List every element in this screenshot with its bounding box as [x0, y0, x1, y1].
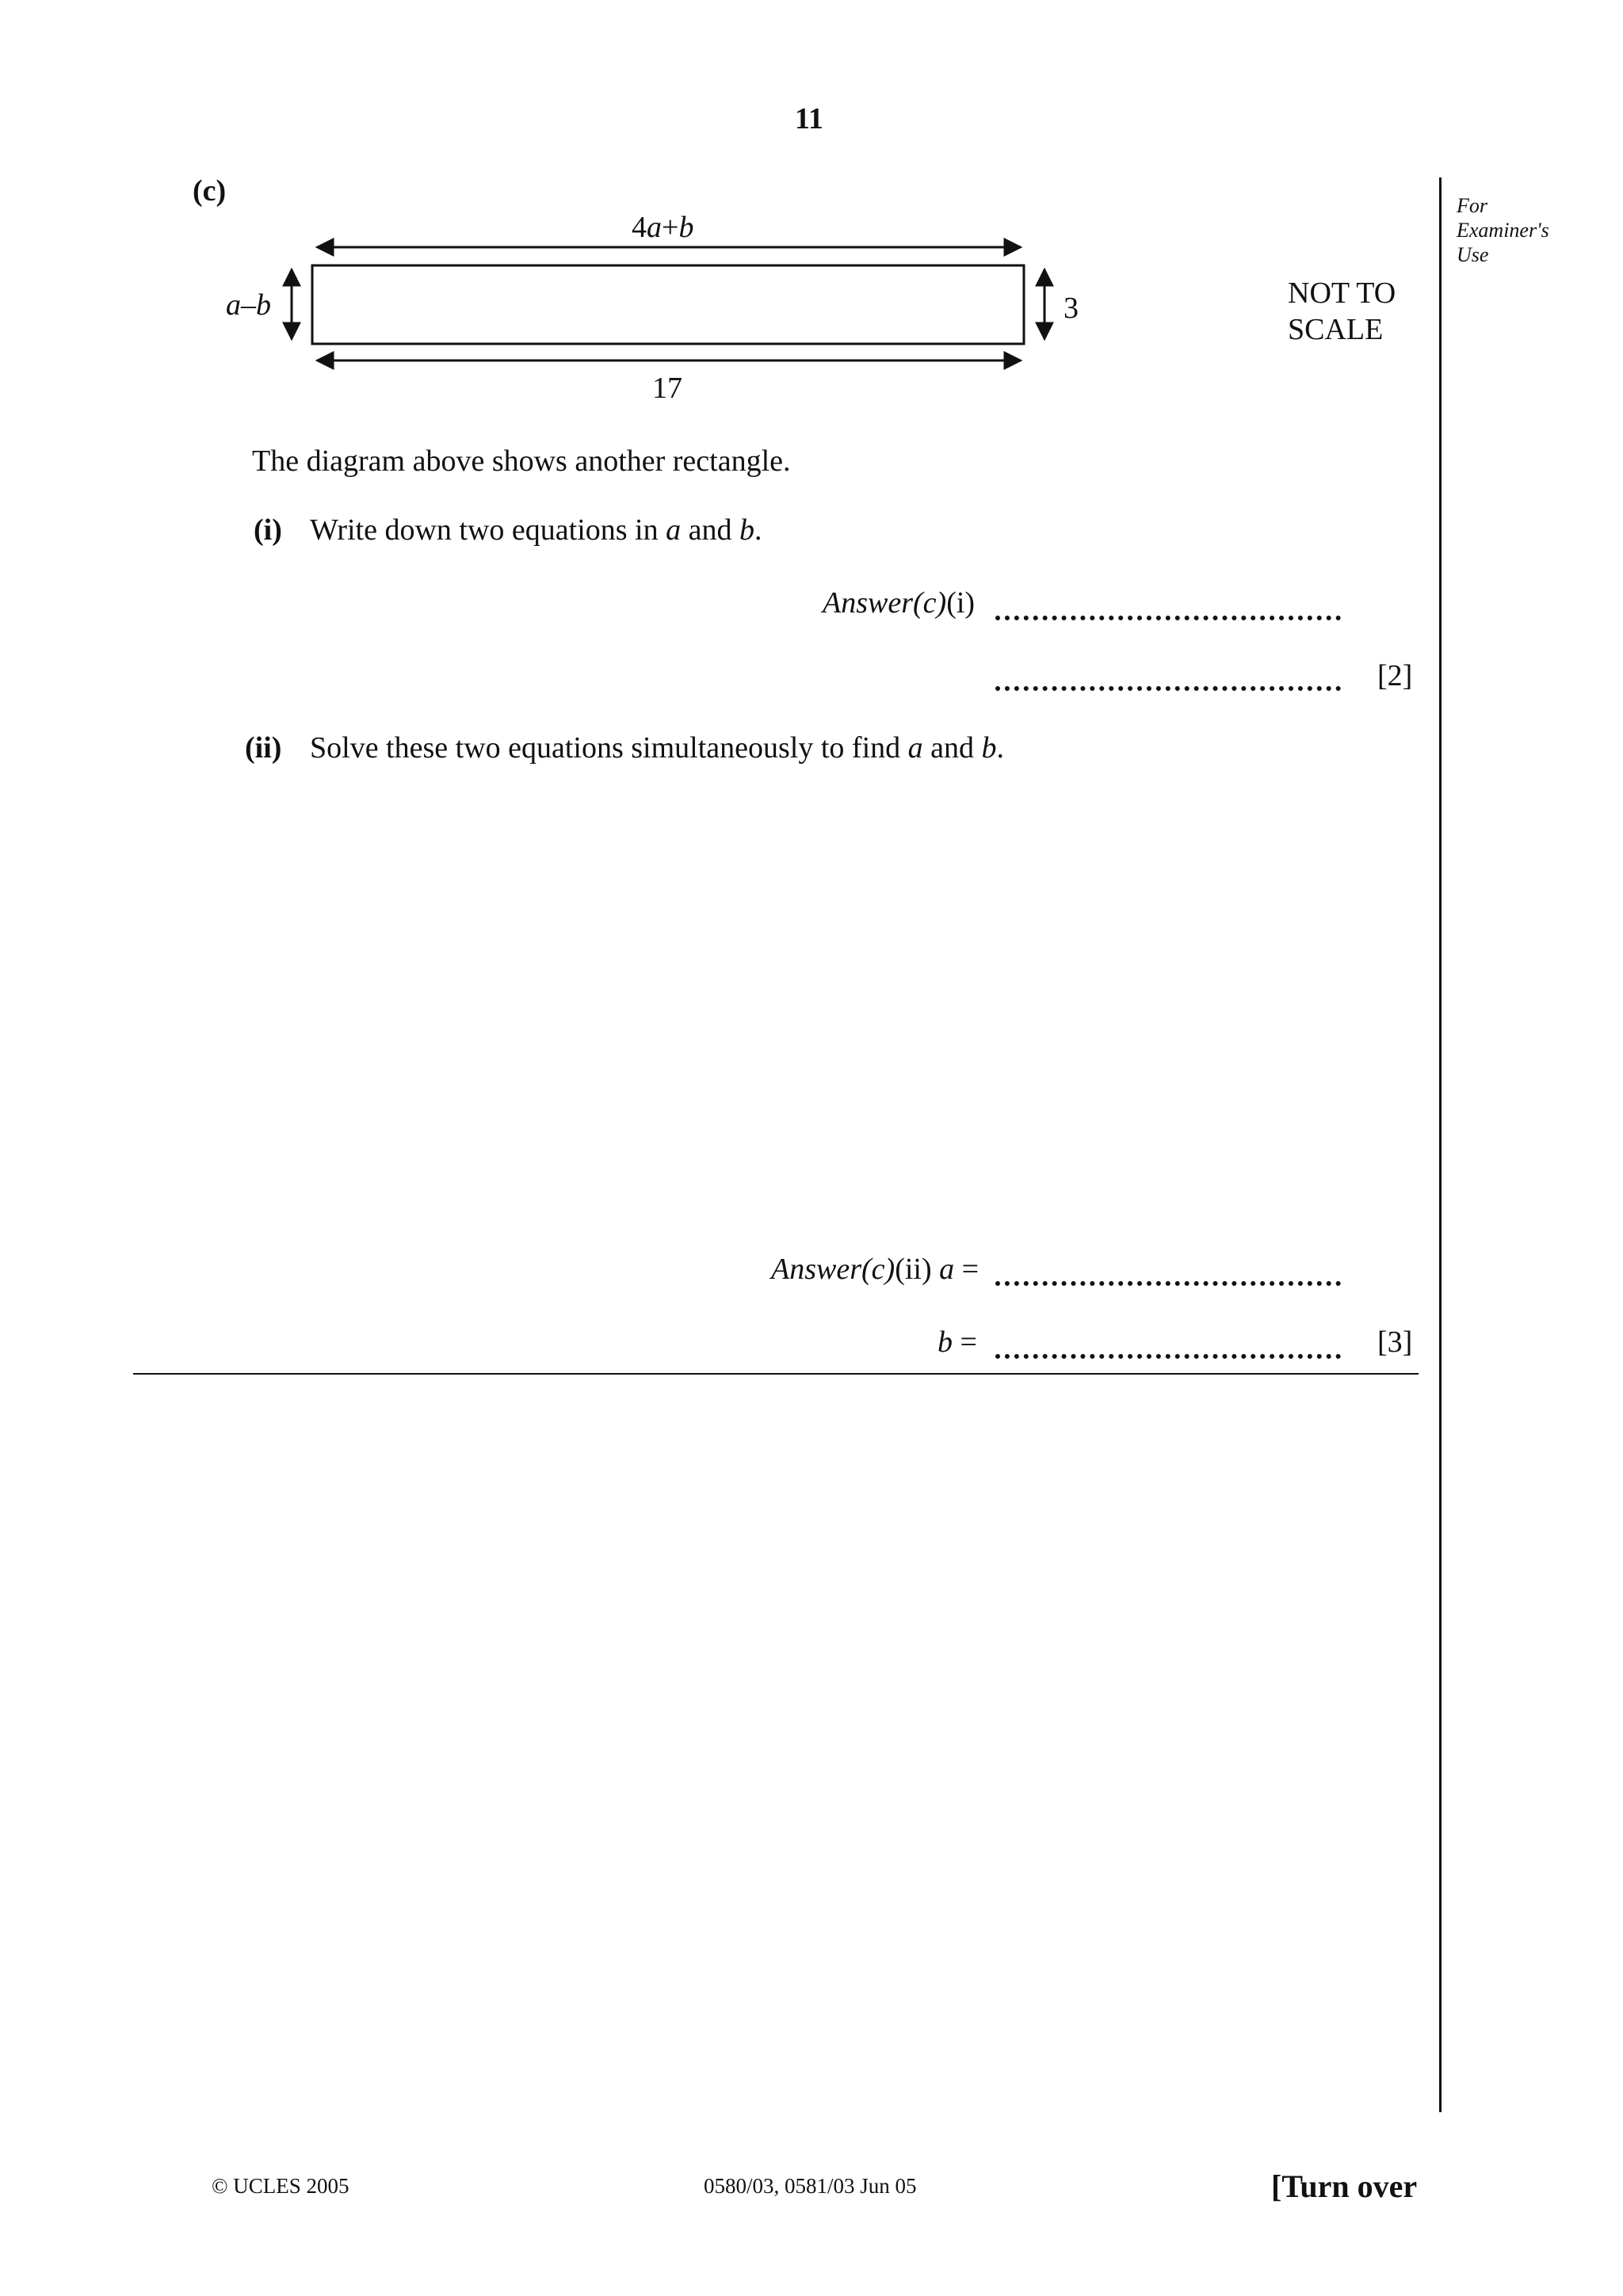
left-label-b: b [256, 288, 271, 322]
page-number: 11 [795, 102, 823, 135]
top-dimension-label [632, 212, 693, 242]
answer-c-ii-var-a: a [939, 1253, 955, 1286]
question-i-var-b: b [739, 513, 754, 547]
top-label-a: a [647, 211, 662, 244]
rectangle-shape [312, 265, 1024, 344]
question-ii-text [310, 733, 1004, 763]
not-to-scale-note [1288, 275, 1396, 348]
question-i-text-end: . [754, 513, 762, 547]
answer-c-i-roman: (i) [946, 586, 976, 620]
question-ii-text-end: . [996, 731, 1005, 765]
intro-text: The diagram above shows another rectangle. [252, 444, 791, 478]
left-label-a: a [226, 288, 241, 322]
question-i-var-a: a [666, 513, 682, 547]
answer-c-ii-eq-b: = [953, 1325, 977, 1359]
bottom-dimension-label: 17 [652, 372, 682, 405]
section-divider [133, 1373, 1419, 1375]
examiner-margin-rule [1439, 177, 1442, 2112]
answer-c-ii-b-line[interactable] [995, 1354, 1341, 1359]
left-label-minus: – [241, 288, 256, 322]
answer-c-i-line-2[interactable] [995, 686, 1341, 691]
answer-c-ii-b-label [938, 1327, 977, 1357]
question-ii-label: (ii) [245, 731, 282, 765]
not-to-scale-line2: SCALE [1288, 313, 1384, 346]
question-i-text [310, 515, 762, 545]
answer-c-ii-a-line[interactable] [995, 1281, 1341, 1286]
answer-c-ii-italic: Answer(c) [771, 1253, 896, 1286]
question-ii-var-b: b [981, 731, 997, 765]
top-label-num: 4 [632, 211, 647, 244]
answer-c-ii-a-label [771, 1254, 979, 1284]
answer-c-ii-roman: (ii) [895, 1253, 940, 1286]
question-ii-var-a: a [907, 731, 923, 765]
answer-c-ii-eq-a: = [954, 1253, 980, 1286]
question-i-text-pre: Write down two equations in [310, 513, 666, 547]
marks-c-i: [2] [1377, 659, 1413, 692]
question-i-text-mid: and [681, 513, 739, 547]
examiner-use-label [1457, 193, 1549, 267]
right-dimension-label: 3 [1064, 292, 1079, 325]
turn-over-label: [Turn over [1271, 2168, 1418, 2204]
not-to-scale-line1: NOT TO [1288, 277, 1396, 310]
examiner-label-line3: Use [1457, 243, 1489, 266]
top-label-b: b [678, 211, 694, 244]
answer-c-i-line-1[interactable] [995, 616, 1341, 620]
question-ii-text-mid: and [922, 731, 982, 765]
answer-c-ii-var-b: b [938, 1325, 953, 1359]
examiner-label-line1: For [1457, 194, 1487, 217]
answer-c-i-italic: Answer(c) [823, 586, 947, 620]
part-label: (c) [193, 174, 227, 208]
footer-copyright: © UCLES 2005 [212, 2174, 349, 2198]
answer-c-i-label [823, 588, 975, 618]
marks-c-ii: [3] [1377, 1325, 1413, 1359]
left-dimension-label [226, 290, 271, 320]
question-i-label: (i) [254, 513, 282, 547]
question-ii-text-pre: Solve these two equations simultaneously to find [310, 731, 908, 765]
examiner-label-line2: Examiner's [1457, 219, 1549, 242]
top-label-plus: + [662, 211, 679, 244]
rectangle-diagram [0, 0, 1109, 428]
footer-paper-code: 0580/03, 0581/03 Jun 05 [704, 2174, 917, 2198]
